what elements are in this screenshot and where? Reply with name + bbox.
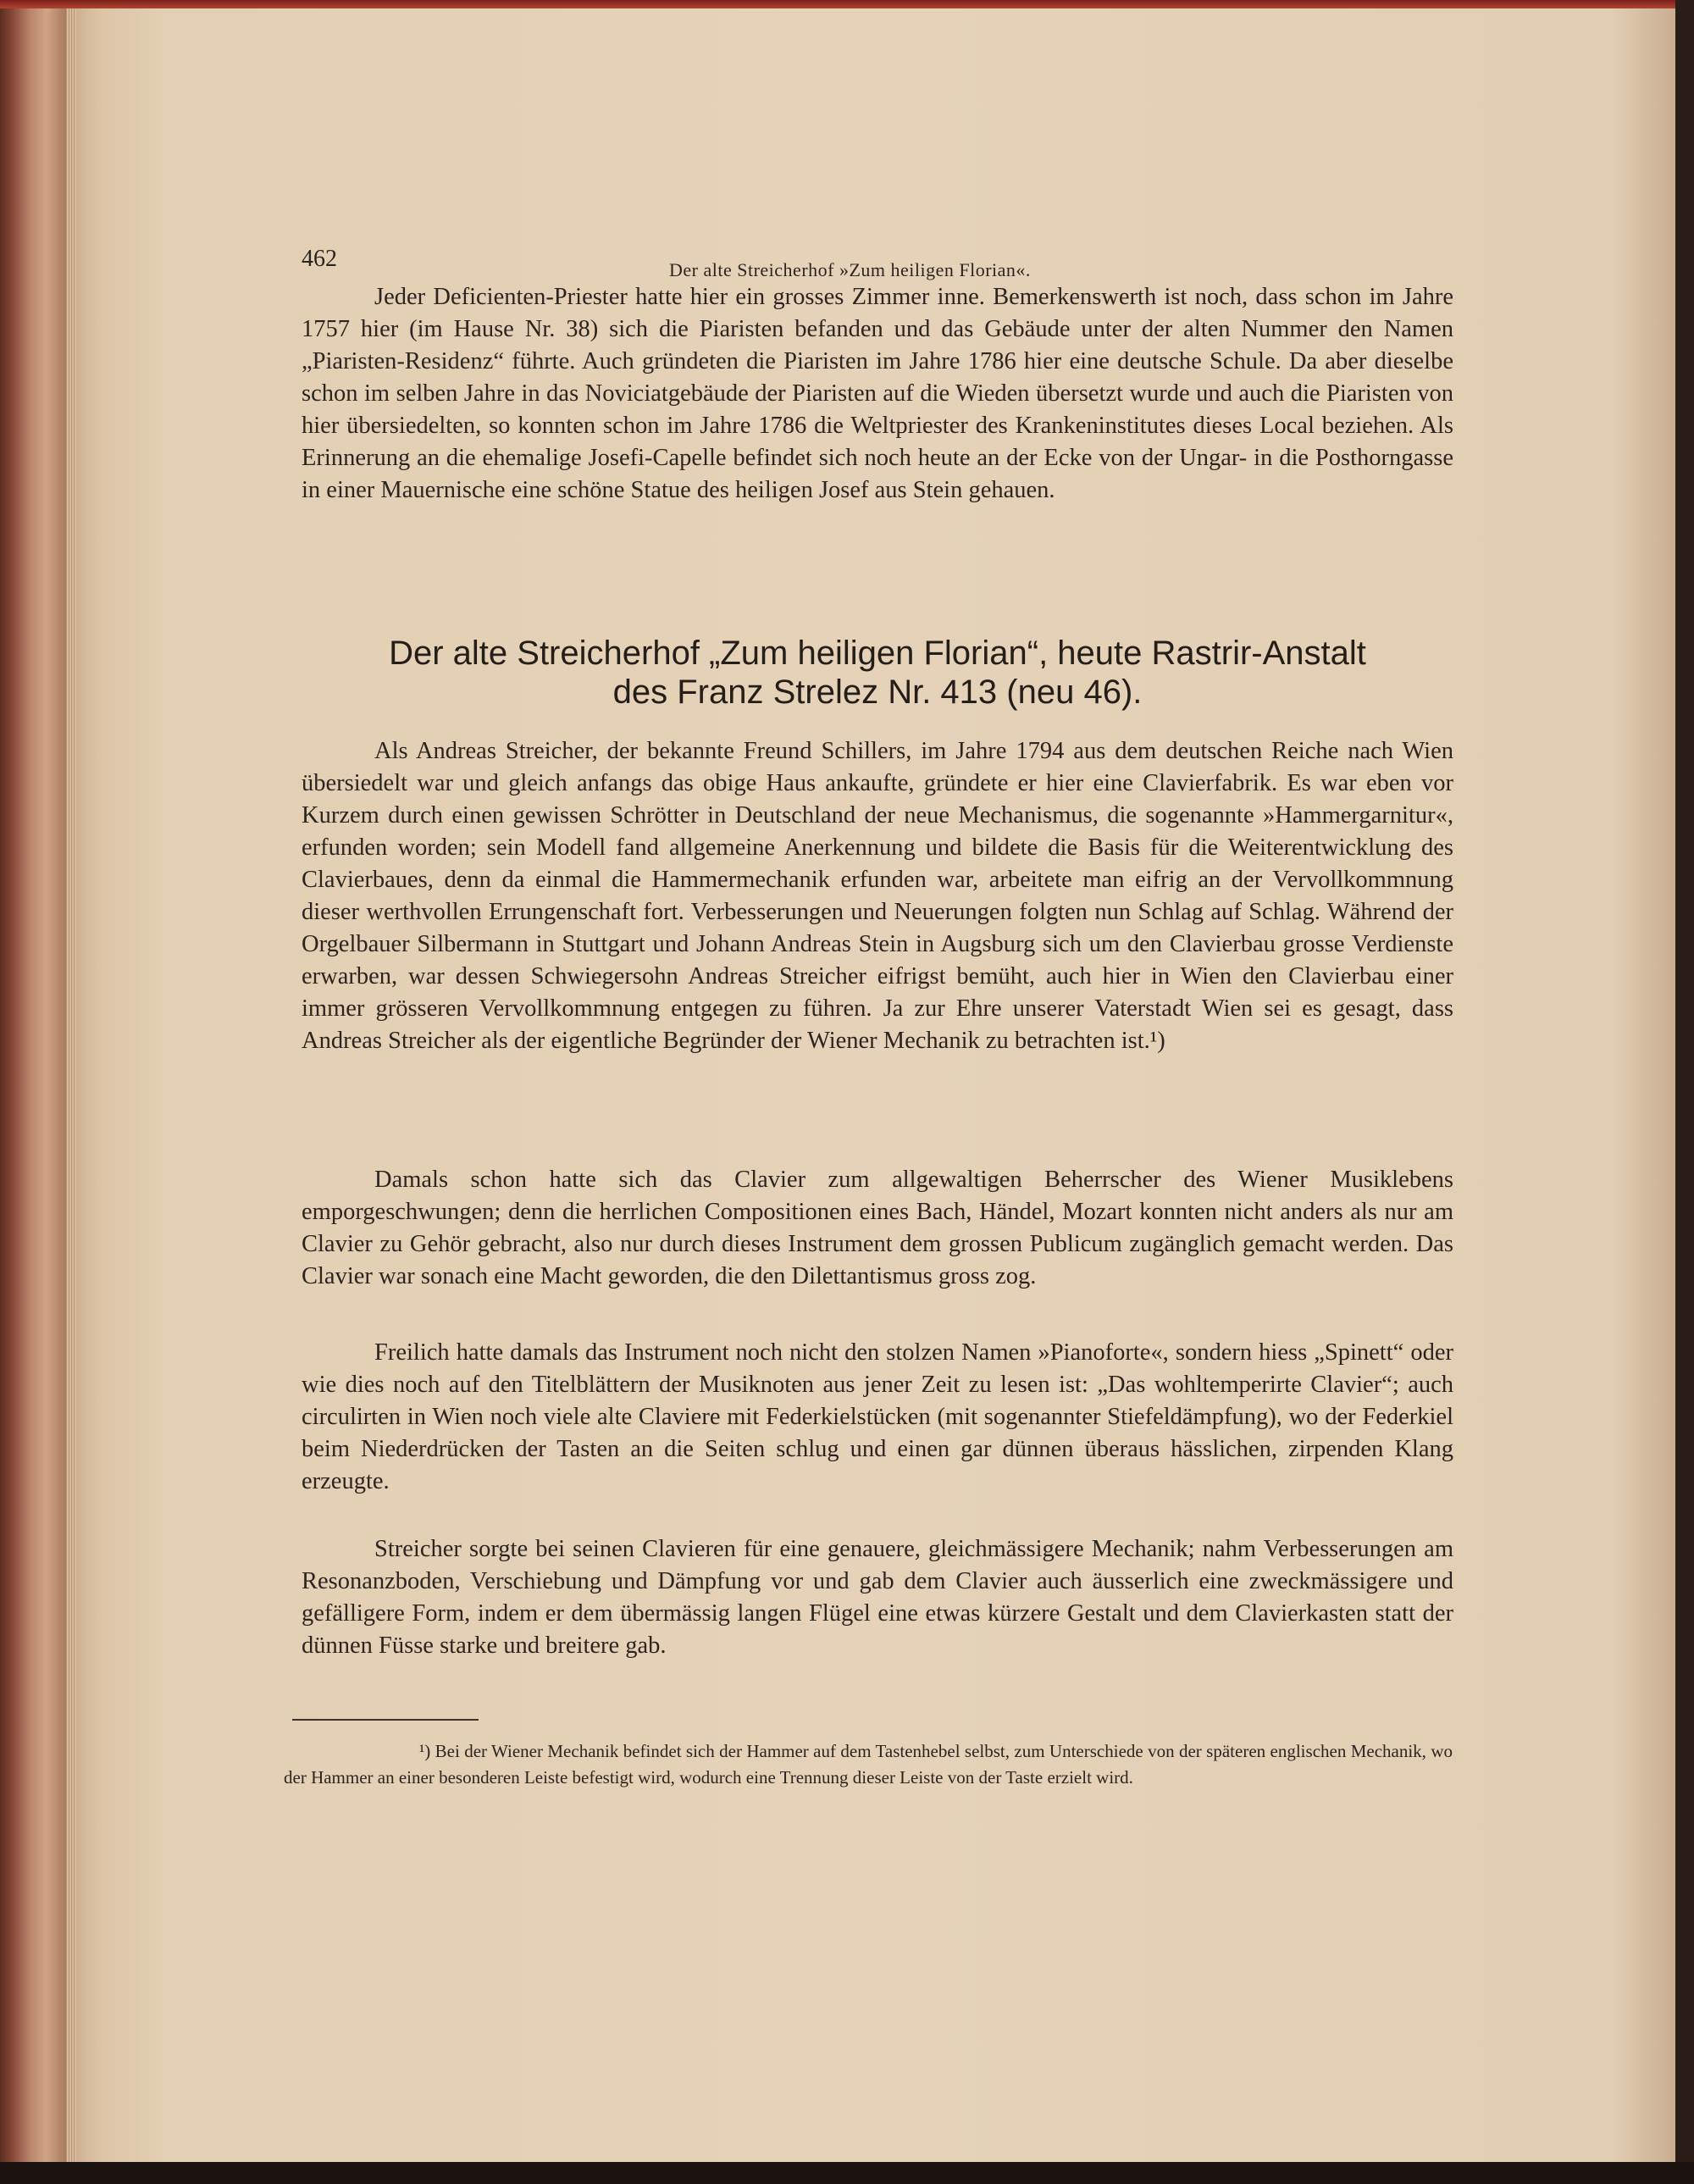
paragraph-spinett: Freilich hatte damals das Instrument noch nicht den stolzen Namen »Pianoforte«, sondern hiess „Spinett“ oder wie dies noch auf den Titelblättern der Musiknoten aus jener Zeit zu lesen ist: „Das wohltemperirte Clavier“; auch circulirten in Wien noch viele alte Claviere mit Federkielstücken (mit sogenannter Stiefeldämpfung), wo der Federkiel beim Niederdrücken der Tasten an die Seiten schlug und einen gar dünnen überaus hässlichen, zirpenden Klang erzeugte. [302, 1339, 1453, 1494]
book-cover-edge [0, 0, 66, 2184]
bottom-edge [0, 2162, 1694, 2184]
paragraph-piaristen: Jeder Deficienten-Priester hatte hier ein grosses Zimmer inne. Bemerkenswerth ist noch, dass schon im Jahre 1757 hier (im Hause Nr. 38) sich die Piaristen befanden und das Gebäude unter der alten Nummer den Namen „Piaristen-Residenz“ führte. Auch gründeten die Piaristen im Jahre 1786 hier eine deutsche Schule. Da aber dieselbe schon im selben Jahre in das Noviciatgebäude der Piaristen auf die Wieden übersetzt wurde und auch die Piaristen von hier übersiedelten, so konnten schon im Jahre 1786 die Weltpriester des Krankeninstitutes dieses Local beziehen. Als Erinnerung an die ehemalige Josefi-Capelle befindet sich noch heute an der Ecke von der Ungar- in die Posthorngasse in einer Mauernische eine schöne Statue des heiligen Josef aus Stein gehauen. [302, 284, 1453, 503]
paragraph-clavier-macht: Damals schon hatte sich das Clavier zum allgewaltigen Beherrscher des Wiener Musiklebens emporgeschwungen; denn die herrlichen Compositionen eines Bach, Händel, Mozart konnten nicht anders als nur am Clavier zu Gehör gebracht, also nur durch dieses Instrument dem grossen Publicum zugänglich gemacht werden. Das Clavier war sonach eine Macht geworden, die den Dilettantismus gross zog. [302, 1167, 1453, 1289]
section-heading-line-2: des Franz Strelez Nr. 413 (neu 46). [612, 673, 1143, 711]
paragraph-mechanik: Streicher sorgte bei seinen Clavieren für eine genauere, gleichmässigere Mechanik; nahm Verbesserungen am Resonanzboden, Verschiebung und Dämpfung vor und gab dem Clavier auch äusserlich eine zweckmässigere und gefälligere Form, indem er dem übermässig langen Flügel eine etwas kürzere Gestalt und dem Clavierkasten statt der dünnen Füsse starke und breitere gab. [302, 1536, 1453, 1659]
running-head: Der alte Streicherhof »Zum heiligen Florian«. [669, 259, 1031, 280]
top-edge [0, 0, 1694, 8]
paragraph-streicher: Als Andreas Streicher, der bekannte Freund Schillers, im Jahre 1794 aus dem deutschen Reiche nach Wien übersiedelt war und gleich anfangs das obige Haus ankaufte, gründete er hier eine Clavierfabrik. Es war eben vor Kurzem durch einen gewissen Schrötter in Deutschland der neue Mechanismus, die sogenannte »Hammergarnitur«, erfunden worden; sein Modell fand allgemeine Anerkennung und bildete die Basis für die Weiterentwicklung des Clavierbaues, denn da einmal die Hammermechanik erfunden war, arbeitete man eifrig an der Vervollkommnung dieser werthvollen Errungenschaft fort. Verbesserungen und Neuerungen folgten nun Schlag auf Schlag. Während der Orgelbauer Silbermann in Stuttgart und Johann Andreas Stein in Augsburg sich um den Clavierbau grosse Verdienste erwarben, war dessen Schwiegersohn Andreas Streicher eifrigst bemüht, auch hier in Wien den Clavierbau einer immer grösseren Vervollkommnung entgegen zu führen. Ja zur Ehre unserer Vaterstadt Wien sei es gesagt, dass Andreas Streicher als der eigentliche Begründer der Wiener Mechanik zu betrachten ist.¹) [302, 738, 1453, 1054]
right-edge [1675, 0, 1694, 2184]
page-stack-edge [66, 0, 76, 2184]
footnote-rule [292, 1719, 479, 1721]
section-heading-line-1: Der alte Streicherhof „Zum heiligen Florian“, heute Rastrir-Anstalt [389, 635, 1366, 672]
footnote: ¹) Bei der Wiener Mechanik befindet sich der Hammer auf dem Tastenhebel selbst, zum Unterschiede von der späteren englischen Mechanik, wo der Hammer an einer besonderen Leiste befestigt wird, wodurch eine Trennung dieser Leiste von der Taste erzielt wird. [284, 1741, 1453, 1788]
page-number: 462 [302, 246, 337, 272]
